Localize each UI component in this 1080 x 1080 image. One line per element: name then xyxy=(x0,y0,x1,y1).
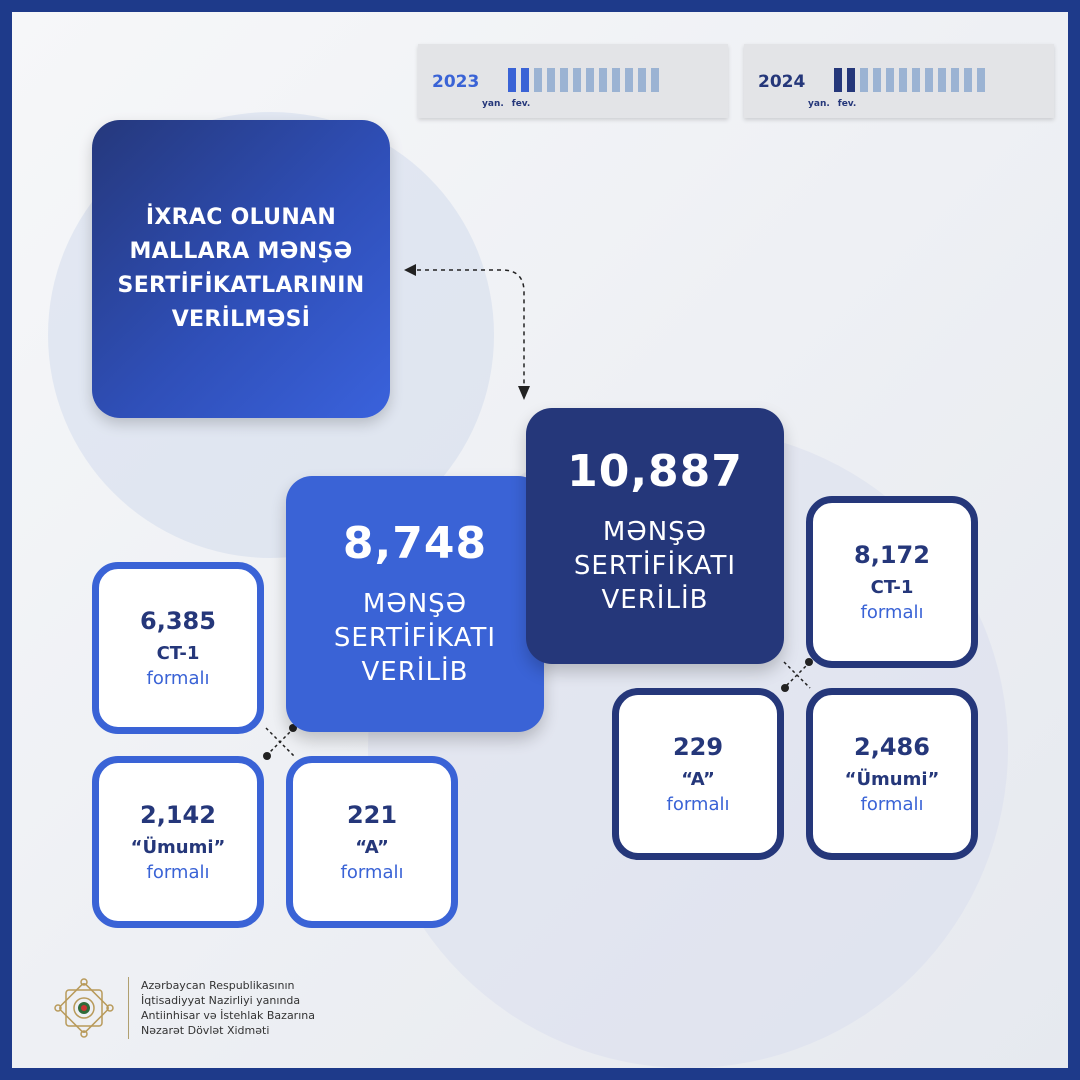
a-2024-value: 229 xyxy=(672,733,724,761)
umumi-2024-forms: formalı xyxy=(860,794,924,815)
agency-name xyxy=(141,978,315,1038)
a-2024-forms: formalı xyxy=(666,794,730,815)
umumi-2023-value: 2,142 xyxy=(140,801,216,829)
total-2024-label xyxy=(574,515,736,617)
umumi-2024-value: 2,486 xyxy=(854,733,930,761)
a-2024-type: “A” xyxy=(681,769,715,790)
infographic-frame xyxy=(12,12,1068,1068)
label-line: VERİLİB xyxy=(361,657,469,687)
a-2023-card xyxy=(286,756,458,928)
label-line: SERTİFİKATI xyxy=(333,623,497,653)
label-line: VERİLİB xyxy=(601,585,709,615)
connector-dot xyxy=(263,752,271,760)
agency-name-line: Antiinhisar və İstehlak Bazarına xyxy=(141,1009,315,1022)
cross-connector-2023 xyxy=(266,728,294,756)
a-2023-value: 221 xyxy=(346,801,398,829)
arrow-head-down xyxy=(518,386,530,400)
total-2023-box xyxy=(286,476,544,732)
umumi-2024-card xyxy=(806,688,978,860)
connector-dot xyxy=(781,684,789,692)
timeline-year: 2024 xyxy=(758,72,806,92)
ct1-2023-value: 6,385 xyxy=(140,607,216,635)
title-line: VERİLMƏSİ xyxy=(171,307,311,332)
agency-name-line: İqtisadiyyat Nazirliyi yanında xyxy=(141,994,301,1007)
agency-name-line: Nəzarət Dövlət Xidməti xyxy=(141,1024,270,1037)
month-label-feb: fev. xyxy=(511,99,531,109)
arrow-head-left xyxy=(404,264,416,276)
ct1-2023-forms: formalı xyxy=(146,668,210,689)
month-label-jan: yan. xyxy=(482,99,504,109)
label-line: MƏNŞƏ xyxy=(602,517,708,547)
a-2024-card xyxy=(612,688,784,860)
a-2023-forms: formalı xyxy=(340,862,404,883)
total-2023-label xyxy=(334,587,496,689)
total-2024-box xyxy=(526,408,784,664)
a-2023-type: “A” xyxy=(355,837,389,858)
label-line: MƏNŞƏ xyxy=(362,589,468,619)
title-line: İXRAC OLUNAN xyxy=(145,205,337,230)
umumi-2023-card xyxy=(92,756,264,928)
footer xyxy=(52,976,315,1040)
timeline-year: 2023 xyxy=(432,72,480,92)
ct1-2024-card xyxy=(806,496,978,668)
agency-name-line: Azərbaycan Respublikasının xyxy=(141,979,295,992)
ct1-2023-type: CT-1 xyxy=(156,643,200,664)
footer-divider xyxy=(128,977,129,1039)
cross-connector-2024 xyxy=(784,662,810,688)
title-line: MALLARA MƏNŞƏ xyxy=(129,239,353,264)
ct1-2024-type: CT-1 xyxy=(870,577,914,598)
ct1-2023-card xyxy=(92,562,264,734)
month-label-jan: yan. xyxy=(808,99,830,109)
dashed-arrow-connector xyxy=(417,270,524,386)
ct1-2024-value: 8,172 xyxy=(854,541,930,569)
agency-logo-icon xyxy=(52,976,116,1040)
umumi-2024-type: “Ümumi” xyxy=(844,769,940,790)
total-2023-value: 8,748 xyxy=(342,518,488,569)
title-line: SERTİFİKATLARININ xyxy=(117,273,365,298)
umumi-2023-forms: formalı xyxy=(146,862,210,883)
ct1-2024-forms: formalı xyxy=(860,602,924,623)
label-line: SERTİFİKATI xyxy=(573,551,737,581)
umumi-2023-type: “Ümumi” xyxy=(130,837,226,858)
total-2024-value: 10,887 xyxy=(567,446,743,497)
month-label-feb: fev. xyxy=(837,99,857,109)
